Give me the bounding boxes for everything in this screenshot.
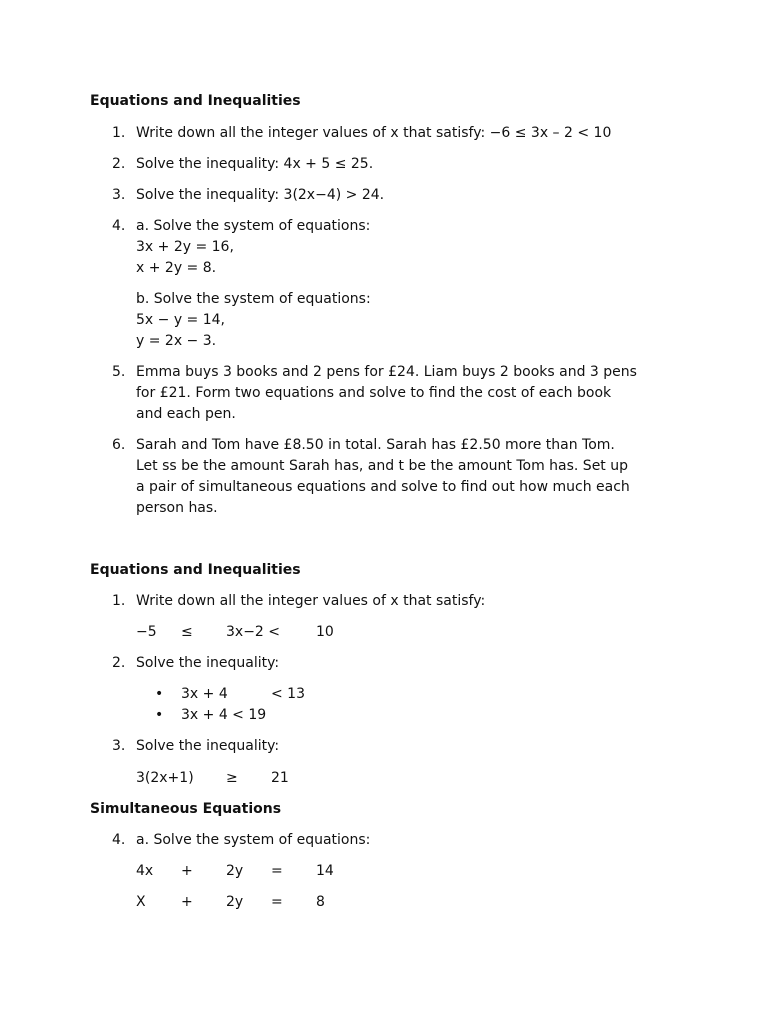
expression-cell: −5	[136, 624, 157, 640]
expression-cell: ≥	[226, 770, 238, 786]
bullet-icon: •	[155, 686, 164, 702]
expression-cell: 3(2x+1)	[136, 770, 194, 786]
question-text-line: and each pen.	[136, 406, 236, 422]
section-heading: Simultaneous Equations	[90, 801, 282, 817]
equation-cell: =	[271, 863, 283, 879]
expression-cell: ≤	[181, 624, 193, 640]
equation-line: 5x − y = 14,	[136, 312, 226, 328]
question-text: Write down all the integer values of x that satisfy: −6 ≤ 3x – 2 < 10	[136, 125, 612, 141]
section-heading: Equations and Inequalities	[90, 562, 301, 578]
question-text-line: a pair of simultaneous equations and solve to find out how much each	[136, 479, 630, 495]
equation-cell: X	[136, 894, 146, 910]
equation-line: y = 2x − 3.	[136, 333, 217, 349]
question-number: 1.	[112, 593, 126, 609]
bullet-expression: < 13	[271, 686, 305, 702]
equation-cell: +	[181, 863, 193, 879]
equation-line: x + 2y = 8.	[136, 260, 217, 276]
equation-cell: 2y	[226, 894, 244, 910]
question-text-line: Let ss be the amount Sarah has, and t be the amount Tom has. Set up	[136, 458, 629, 474]
question-text-line: Emma buys 3 books and 2 pens for £24. Liam buys 2 books and 3 pens	[136, 364, 637, 380]
question-text-line: Sarah and Tom have £8.50 in total. Sarah has £2.50 more than Tom.	[136, 437, 615, 453]
expression-cell: 10	[316, 624, 334, 640]
question-number: 3.	[112, 738, 126, 754]
question-number: 2.	[112, 156, 126, 172]
question-text: Solve the inequality:	[136, 738, 280, 754]
question-text-line: person has.	[136, 500, 218, 516]
question-number: 4.	[112, 218, 126, 234]
question-number: 6.	[112, 437, 126, 453]
equation-cell: 4x	[136, 863, 154, 879]
equation-line: 3x + 2y = 16,	[136, 239, 234, 255]
question-text: Solve the inequality: 4x + 5 ≤ 25.	[136, 156, 374, 172]
equation-cell: 14	[316, 863, 334, 879]
question-number: 2.	[112, 655, 126, 671]
question-number: 3.	[112, 187, 126, 203]
question-part-a-prompt: a. Solve the system of equations:	[136, 218, 371, 234]
expression-cell: 21	[271, 770, 289, 786]
bullet-expression: 3x + 4 < 19	[181, 707, 267, 723]
equation-cell: 2y	[226, 863, 244, 879]
question-text: Write down all the integer values of x that satisfy:	[136, 593, 486, 609]
question-number: 4.	[112, 832, 126, 848]
question-text: Solve the inequality:	[136, 655, 280, 671]
question-number: 1.	[112, 125, 126, 141]
question-part-b-prompt: b. Solve the system of equations:	[136, 291, 371, 307]
equation-cell: +	[181, 894, 193, 910]
expression-cell: 3x−2 <	[226, 624, 281, 640]
equation-cell: 8	[316, 894, 325, 910]
question-text-line: for £21. Form two equations and solve to find the cost of each book	[136, 385, 612, 401]
section-heading: Equations and Inequalities	[90, 93, 301, 109]
question-text: Solve the inequality: 3(2x−4) > 24.	[136, 187, 385, 203]
question-number: 5.	[112, 364, 126, 380]
question-text: a. Solve the system of equations:	[136, 832, 371, 848]
equation-cell: =	[271, 894, 283, 910]
bullet-expression: 3x + 4	[181, 686, 228, 702]
bullet-icon: •	[155, 707, 164, 723]
